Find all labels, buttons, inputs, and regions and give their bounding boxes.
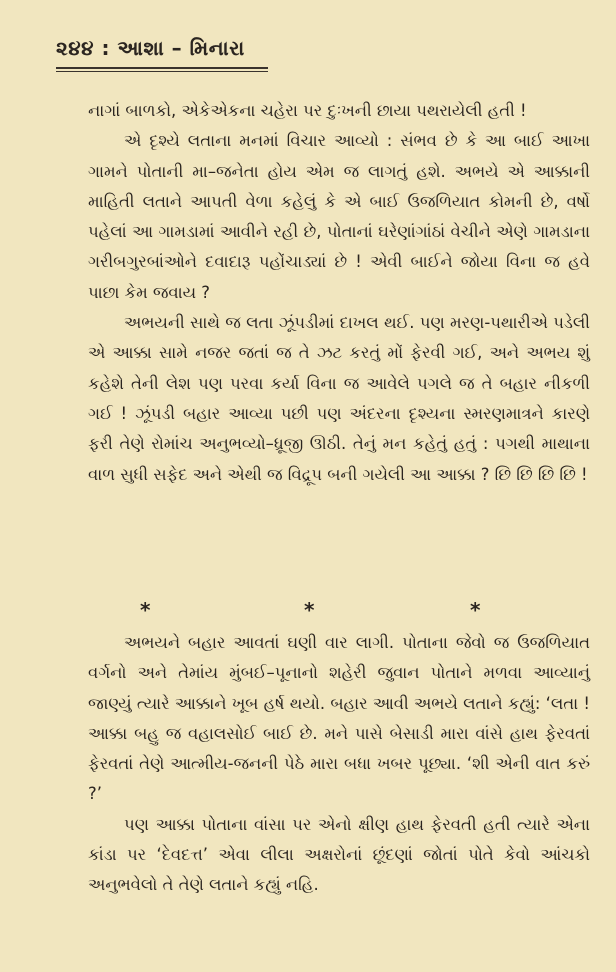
paragraph: અભયની સાથે જ લતા ઝૂંપડીમાં દાખલ થઈ. પણ મરણ-પથારીએ પડેલી એ આક્કા સામે નજર જતાં જ તે ઝટ કરતું મોં ફેરવી ગઈ, અને અભય શું કહેશે તેની લેશ પણ પરવા કર્યા વિના જ આવેલે પગલે જ તે બહાર નીકળી ગઈ ! ઝૂંપડી બહાર આવ્યા પછી પણ અંદરના દૃશ્યના સ્મરણમાત્રને કારણે ફરી તેણે રોમાંચ અનુભવ્યો–ધ્રૂજી ઊઠી. તેનું મન કહેતું હતું : પગથી માથાના વાળ સુધી સફેદ અને એથી જ વિદ્રૂપ બની ગયેલી આ આક્કા ? છિ છિ છિ છિ ! <box>88 313 590 484</box>
separator-star: * <box>470 598 481 622</box>
header-underline <box>56 67 268 69</box>
paragraph: અભયને બહાર આવતાં ઘણી વાર લાગી. પોતાના જેવો જ ઉજળિયાત વર્ગનો અને તેમાંય મુંબઈ–પૂનાનો શહેરી જુવાન પોતાને મળવા આવ્યાનું જાણ્યું ત્યારે આક્કાને ખૂબ હર્ષ થયો. બહાર આવી અભયે લતાને કહ્યું: ‘લતા ! આક્કા બહુ જ વહાલસોઈ બાઈ છે. મને પાસે બેસાડી મારા વાંસે હાથ ફેરવતાં ફેરવતાં તેણે આત્મીય-જનની પેઠે મારા બધા ખબર પૂછ્યા. ‘શી એની વાત કરું ?’ <box>88 633 590 804</box>
paragraph: નાગાં બાળકો, એકેએકના ચહેરા પર દુઃખની છાયા પથરાયેલી હતી ! <box>88 101 527 120</box>
header-underline-thin <box>56 71 268 72</box>
section-separator <box>0 598 616 622</box>
text-block-top <box>88 96 590 490</box>
paragraph: પણ આક્કા પોતાના વાંસા પર એનો ક્ષીણ હાથ ફેરવતી હતી ત્યારે એના કાંડા પર ‘દેવદત્ત’ એવા લીલા અક્ષરોનાં છૂંદણાં જોતાં પોતે કેવો આંચકો અનુભવેલો તે તેણે લતાને કહ્યું નહિ. <box>88 814 590 895</box>
text-block-bottom <box>88 628 590 901</box>
separator-star: * <box>140 598 151 622</box>
paragraph: એ દૃશ્યે લતાના મનમાં વિચાર આવ્યો : સંભવ છે કે આ બાઈ આખા ગામને પોતાની મા–જનેતા હોય એમ જ લાગતું હશે. અભયે એ આક્કાની માહિતી લતાને આપતી વેળા કહેલું કે એ બાઈ ઉજળિયાત કોમની છે, વર્ષો પહેલાં આ ગામડામાં આવીને રહી છે, પોતાનાં ઘરેણાંગાંઠાં વેચીને એણે ગામડાના ગરીબગુરબાંઓને દવાદારૂ પહોંચાડ્યાં છે ! એવી બાઈને જોયા વિના જ હવે પાછા કેમ જવાય ? <box>88 131 590 302</box>
separator-star: * <box>304 598 315 622</box>
page-header: ૨૪૪ : આશા – મિનારા <box>56 36 245 60</box>
